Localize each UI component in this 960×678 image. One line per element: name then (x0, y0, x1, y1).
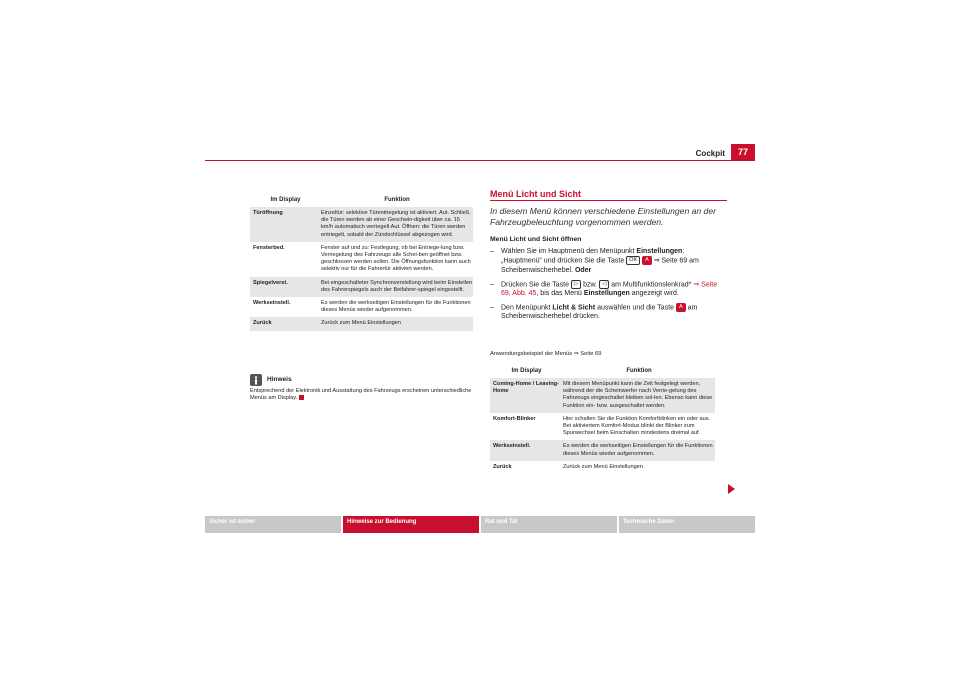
table-row (490, 461, 715, 474)
row-display: Coming-Home / Leaving-Home (493, 381, 559, 395)
page-reference-link[interactable]: ⇒ Seite 69, Abb. 45 (501, 280, 718, 298)
table-row (250, 242, 473, 277)
row-display: Fensterbed. (253, 244, 285, 251)
hint-text: Entsprechend der Elektronik und Ausstattung des Fahrzeugs erscheinen unterschiedliche Menüs am Display. (250, 388, 472, 402)
row-function: Es werden die werkseitigen Einstellungen für die Funktionen dieses Menüs wieder aufgenommen. (563, 443, 713, 457)
row-display: Spiegelverst. (253, 279, 288, 286)
end-mark-icon (299, 395, 304, 400)
row-function: Hier schalten Sie die Funktion Komfortblinken ein oder aus. Bei aktiviertem Komfort-Modus blinkt der Blinker zum Spurwechsel beim Einschalten mindestens dreimal auf. (563, 415, 711, 437)
col-display-header: Im Display (511, 368, 542, 375)
section-title: Menü Licht und Sicht (490, 189, 581, 199)
table-row (250, 297, 473, 317)
list-item: – Den Menüpunkt Licht & Sicht auswählen und die Taste A am Scheibenwischerhebel drücken. (490, 303, 698, 321)
step-text: Drücken Sie die Taste (501, 280, 571, 288)
footer-tab-operation[interactable]: Hinweise zur Bedienung (343, 516, 479, 533)
step-text: bzw. (581, 280, 600, 288)
list-item: – Wählen Sie im Hauptmenü den Menüpunkt Einstellungen: „Hauptmenü“ und drücken Sie die Taste OK A ⇒ Seite 69 am Scheibenwischerhebel. Oder (490, 248, 699, 275)
example-caption: Anwendungsbeispiel der Menüs ⇒ Seite 69 (490, 351, 602, 357)
hint-box (250, 374, 475, 403)
footer-tab-safety[interactable]: Sicher ist sicher (205, 516, 341, 533)
step-bold: Oder (574, 267, 592, 275)
continue-arrow-icon (728, 484, 735, 494)
header-divider (205, 160, 755, 161)
steps-list (490, 247, 727, 326)
step-text: Den Menüpunkt (501, 304, 553, 312)
left-arrow-key-icon: ◁ (599, 280, 609, 289)
page-header-title: Cockpit (695, 149, 725, 158)
table-header (490, 366, 715, 378)
ok-key-icon: OK (626, 256, 640, 265)
step-text: am Multifunktionslenkrad* (609, 280, 694, 288)
table-row (490, 440, 715, 460)
section-intro: In diesem Menü können verschiedene Einstellungen an der Fahrzeugbeleuchtung vorgenommen werden. (490, 206, 716, 227)
section-divider (490, 200, 727, 201)
row-function: Zurück zum Menü Einstellungen (563, 463, 643, 470)
list-item: – Drücken Sie die Taste ▷ bzw. ◁ am Multifunktionslenkrad* ⇒ Seite 69, Abb. 45, bis das Menü Einstellungen angezeigt wird. (490, 280, 718, 298)
row-function: Zurück zum Menü Einstellungen (321, 320, 401, 327)
row-function: Fenster auf und zu: Festlegung, ob bei Entriege-lung bzw. Verriegelung des Fahrzeugs alle Schei-ben geöffnet bzw. geschlossen werden sollen. Die Öffnungsfunktion kann auch selektiv nur für die Fahrertür aktiviert werden. (321, 244, 471, 273)
footer-tab-technical-data[interactable]: Technische Daten (619, 516, 755, 533)
footer-tab-tips[interactable]: Rat und Tat (481, 516, 617, 533)
step-text: am Scheibenwischerhebel drücken. (501, 304, 698, 321)
door-menu-table (250, 195, 473, 331)
table-row (490, 378, 715, 413)
step-text: , bis das Menü (536, 290, 584, 298)
row-function: Einzeltür: selektive Türentriegelung ist aktiviert. Aut. Schließ. die Türen werden ab einer Geschwin-digkeit über ca. 15 km/h automatisch verriegelt Aut. Öffnen: die Türen werden entriegelt, sobald der Zündschlüssel abgezogen wird. (321, 210, 471, 238)
col-function-header: Funktion (384, 197, 410, 204)
table-row (250, 317, 473, 330)
table-row (490, 413, 715, 441)
hint-title: Hinweis (267, 376, 292, 384)
row-display: Werkseinstell. (253, 300, 291, 307)
subheading: Menü Licht und Sicht öffnen (490, 236, 582, 243)
step-text: ⇒ Seite 69 am Scheibenwischerhebel. (501, 257, 699, 275)
row-display: Zurück (253, 320, 272, 327)
col-function-header: Funktion (626, 368, 652, 375)
a-key-icon: A (642, 256, 652, 265)
page-number: 77 (731, 144, 755, 161)
table-row (250, 207, 473, 242)
row-display: Türöffnung (253, 210, 283, 216)
row-function: Bei eingeschalteter Synchronverstellung wird beim Einstellen des Fahrerspiegels auch der Beifahrer-spiegel eingestellt. (321, 279, 473, 293)
step-text: : „Hauptmenü“ und drücken Sie die Taste (501, 248, 685, 265)
row-display: Zurück (493, 463, 512, 470)
a-key-icon: A (676, 303, 686, 312)
step-bold: Einstellungen (636, 248, 683, 255)
step-text: Wählen Sie im Hauptmenü den Menüpunkt (501, 248, 637, 255)
step-bold: Licht & Sicht (552, 304, 596, 312)
col-display-header: Im Display (270, 197, 301, 204)
step-text: auswählen und die Taste (595, 304, 676, 312)
step-text: angezeigt wird. (629, 290, 679, 298)
light-menu-table (490, 366, 715, 474)
row-display: Werkseinstell. (493, 443, 531, 450)
row-function: Es werden die werkseitigen Einstellungen für die Funktionen dieses Menüs wieder aufgenommen. (321, 300, 471, 314)
right-arrow-key-icon: ▷ (571, 280, 581, 289)
row-display: Komfort-Blinker (493, 415, 536, 422)
row-function: Mit diesem Menüpunkt kann die Zeit festgelegt werden, während der die Scheinwerfer nach Verrie-gelung des Fahrzeugs eingeschaltet bleiben sol-len. Ebenso kann diese Funktion ein- bzw. ausgeschaltet werden. (563, 381, 713, 409)
info-icon (250, 374, 262, 386)
hint-heading (250, 374, 475, 386)
table-header (250, 195, 473, 207)
table-row (250, 277, 473, 297)
step-bold: Einstellungen (583, 290, 630, 298)
